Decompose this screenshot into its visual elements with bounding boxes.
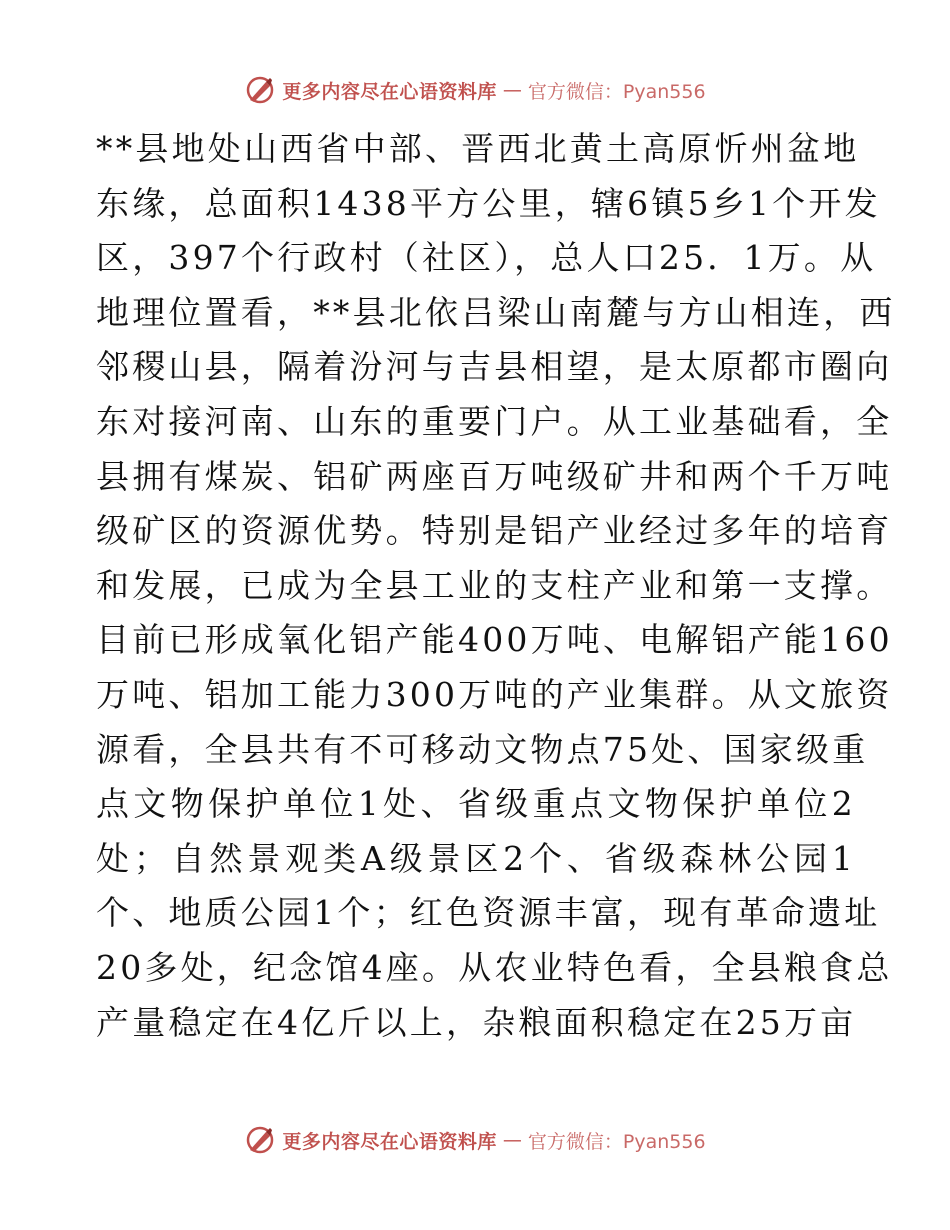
text-line: 个、地质公园1个；红色资源丰富，现有革命遗址 bbox=[96, 893, 881, 933]
watermark-header bbox=[0, 70, 950, 110]
text-line: 目前已形成氧化铝产能400万吨、电解铝产能160 bbox=[96, 620, 893, 660]
text-line: 东缘，总面积1438平方公里，辖6镇5乡1个开发 bbox=[96, 183, 881, 223]
watermark-wechat: 官方微信：Pyan556 bbox=[527, 80, 706, 103]
text-line: 东对接河南、山东的重要门户。从工业基础看，全 bbox=[96, 401, 893, 441]
watermark-footer bbox=[0, 1120, 950, 1160]
text-line: 万吨、铝加工能力300万吨的产业集群。从文旅资 bbox=[96, 674, 893, 714]
watermark-title: 更多内容尽在心语资料库 bbox=[282, 80, 497, 103]
text-line: 和发展，已成为全县工业的支柱产业和第一支撑。 bbox=[96, 565, 893, 605]
text-line: 区，397个行政村（社区），总人口25．1万。从 bbox=[96, 238, 877, 278]
text-line: 产量稳定在4亿斤以上，杂粮面积稳定在25万亩 bbox=[96, 1002, 857, 1042]
text-line: 点文物保护单位1处、省级重点文物保护单位2 bbox=[96, 784, 856, 824]
text-line: 源看，全县共有不可移动文物点75处、国家级重 bbox=[96, 729, 869, 769]
watermark-wechat: 官方微信：Pyan556 bbox=[527, 1130, 706, 1153]
watermark-separator: — bbox=[502, 1129, 522, 1151]
watermark-title: 更多内容尽在心语资料库 bbox=[282, 1130, 497, 1153]
text-line: 级矿区的资源优势。特别是铝产业经过多年的培育 bbox=[96, 511, 893, 551]
text-line: **县地处山西省中部、晋西北黄土高原忻州盆地 bbox=[96, 129, 860, 168]
document-body bbox=[96, 122, 896, 1050]
text-line: 县拥有煤炭、铝矿两座百万吨级矿井和两个千万吨 bbox=[96, 456, 893, 496]
text-line: 处；自然景观类A级景区2个、省级森林公园1 bbox=[96, 838, 856, 878]
pen-logo-icon bbox=[244, 1124, 276, 1156]
text-line: 20多处，纪念馆4座。从农业特色看，全县粮食总 bbox=[96, 947, 893, 987]
text-line: 邻稷山县，隔着汾河与吉县相望，是太原都市圈向 bbox=[96, 347, 893, 387]
watermark-separator: — bbox=[502, 79, 522, 101]
text-line: 地理位置看，**县北依吕梁山南麓与方山相连，西 bbox=[96, 292, 896, 332]
pen-logo-icon bbox=[244, 74, 276, 106]
